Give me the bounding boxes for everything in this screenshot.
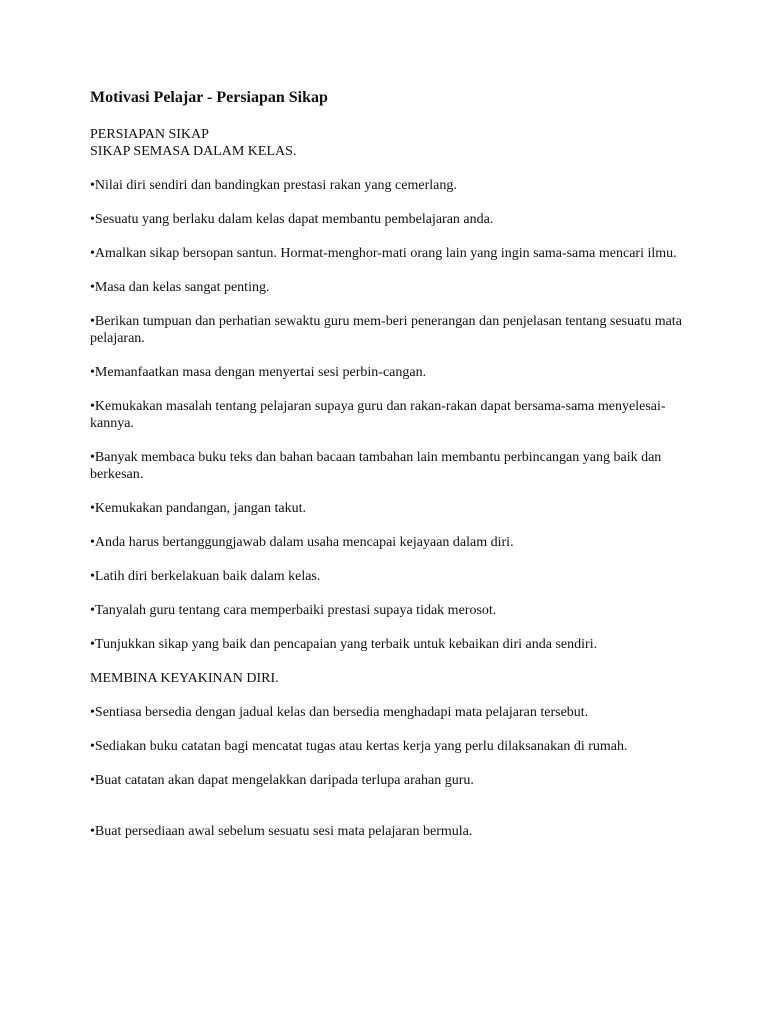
bullet-item: •Amalkan sikap bersopan santun. Hormat-menghor-mati orang lain yang ingin sama-sama mencari ilmu. <box>90 246 677 261</box>
bullet-item: •Kemukakan masalah tentang pelajaran supaya guru dan rakan-rakan dapat bersama-sama menyelesai-kannya. <box>90 399 666 431</box>
document-title: Motivasi Pelajar - Persiapan Sikap <box>90 89 328 106</box>
bullet-item: •Sentiasa bersedia dengan jadual kelas dan bersedia menghadapi mata pelajaran tersebut. <box>90 705 589 720</box>
bullet-item: •Memanfaatkan masa dengan menyertai sesi perbin-cangan. <box>90 365 427 380</box>
document-page <box>90 88 690 857</box>
bullet-item: •Sediakan buku catatan bagi mencatat tugas atau kertas kerja yang perlu dilaksanakan di rumah. <box>90 739 628 754</box>
bullet-item: •Tunjukkan sikap yang baik dan pencapaian yang terbaik untuk kebaikan diri anda sendiri. <box>90 637 598 652</box>
bullet-item: •Berikan tumpuan dan perhatian sewaktu guru mem-beri penerangan dan penjelasan tentang sesuatu mata pelajaran. <box>90 314 682 346</box>
bullet-item: •Tanyalah guru tentang cara memperbaiki prestasi supaya tidak merosot. <box>90 603 497 618</box>
bullet-item: •Buat catatan akan dapat mengelakkan daripada terlupa arahan guru. <box>90 773 474 788</box>
bullet-item: •Banyak membaca buku teks dan bahan bacaan tambahan lain membantu perbincangan yang baik dan berkesan. <box>90 450 662 482</box>
bullet-item: •Masa dan kelas sangat penting. <box>90 280 270 295</box>
bullet-item: •Buat persediaan awal sebelum sesuatu sesi mata pelajaran bermula. <box>90 824 473 839</box>
bullet-item: •Anda harus bertanggungjawab dalam usaha mencapai kejayaan dalam diri. <box>90 535 514 550</box>
heading-persiapan-sikap: PERSIAPAN SIKAP <box>90 127 209 142</box>
bullet-item: •Kemukakan pandangan, jangan takut. <box>90 501 306 516</box>
bullet-item: •Sesuatu yang berlaku dalam kelas dapat membantu pembelajaran anda. <box>90 212 494 227</box>
heading-membina-keyakinan: MEMBINA KEYAKINAN DIRI. <box>90 671 279 686</box>
bullet-item: •Nilai diri sendiri dan bandingkan prestasi rakan yang cemerlang. <box>90 178 457 193</box>
section-heading-block <box>90 126 690 160</box>
bullet-item: •Latih diri berkelakuan baik dalam kelas. <box>90 569 321 584</box>
heading-sikap-semasa: SIKAP SEMASA DALAM KELAS. <box>90 144 297 159</box>
